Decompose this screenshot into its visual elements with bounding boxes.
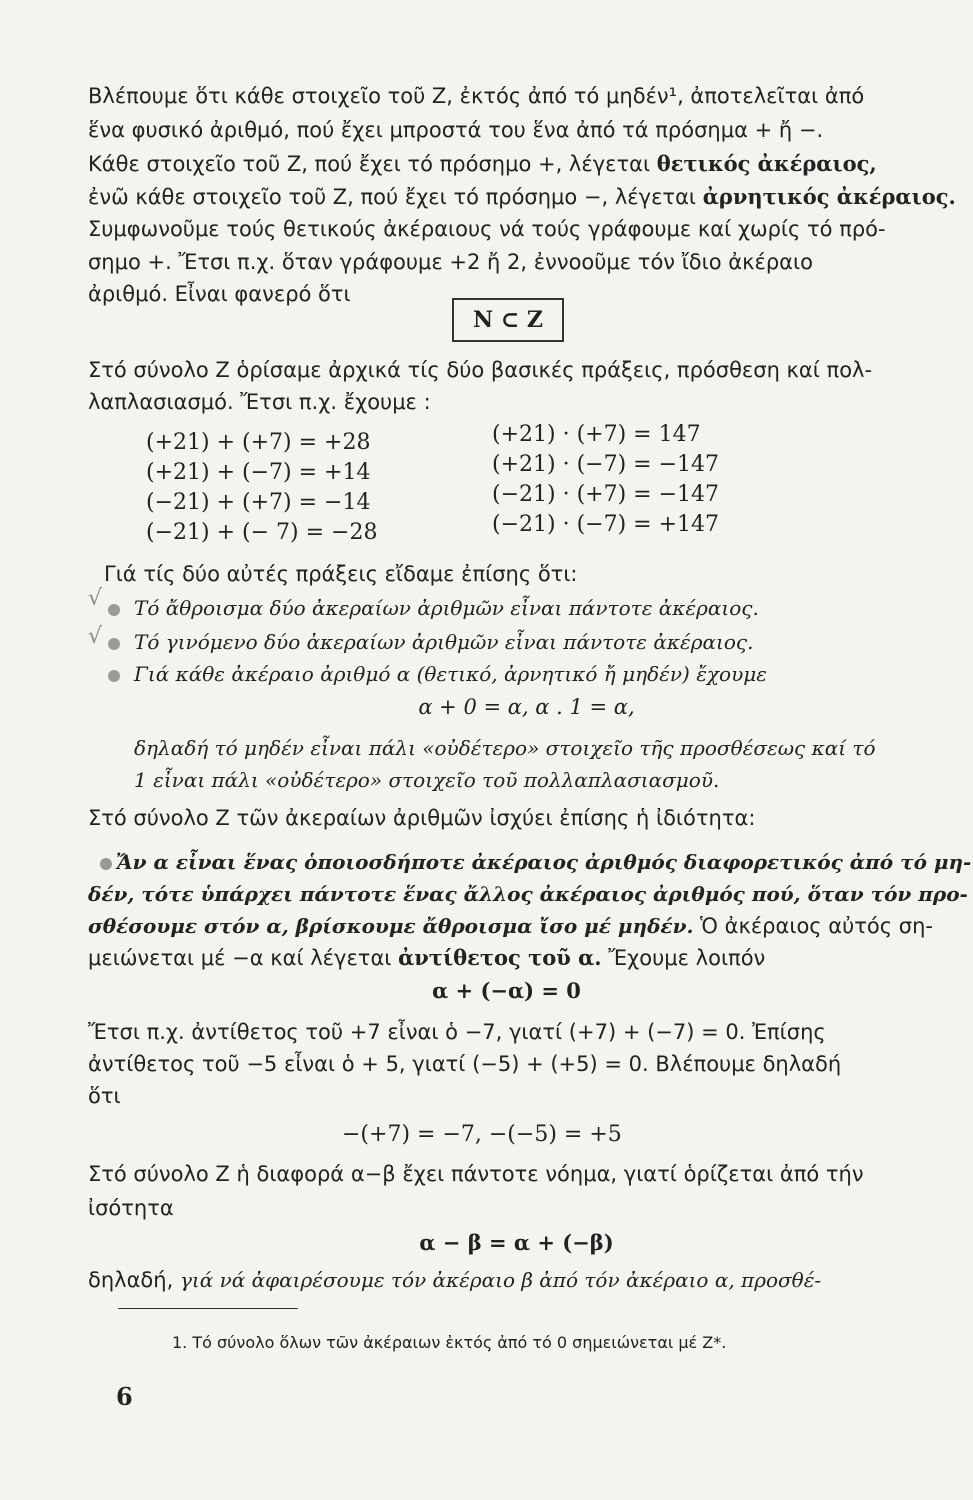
text-line — [88, 183, 956, 211]
text-line: ὅτι — [88, 1084, 121, 1108]
text-line — [88, 944, 900, 972]
check-mark-icon: √ — [88, 586, 103, 611]
term-positive-integer: θετικός ἀκέραιος, — [656, 151, 877, 176]
text-span: Ἔχουμε λοιπόν — [601, 946, 766, 970]
bullet-icon — [108, 638, 120, 650]
text-line: σημο +. Ἔτσι π.χ. ὅταν γράφουμε +2 ἤ 2, ἐννοοῦμε τόν ἴδιο ἀκέραιο — [88, 250, 813, 274]
sum-equation: (+21) + (+7) = +28 — [146, 430, 371, 455]
bullet-icon — [100, 858, 112, 870]
product-equation: (+21) · (+7) = 147 — [492, 422, 701, 447]
text-line — [88, 1266, 900, 1294]
text-line: Βλέπουμε ὅτι κάθε στοιχεῖο τοῦ Z, ἐκτός ἀπό τό μηδέν¹, ἀποτελεῖται ἀπό — [88, 84, 865, 108]
text-line: Στό σύνολο Z ὁρίσαμε ἀρχικά τίς δύο βασικές πράξεις, πρόσθεση καί πολ- — [88, 358, 873, 382]
text-span: Κάθε στοιχεῖο τοῦ Z, πού ἔχει τό πρόσημο +, λέγεται — [88, 152, 657, 176]
property-line: Ἄν α εἶναι ἕνας ὁποιοσδήποτε ἀκέραιος ἀριθμός διαφορετικός ἀπό τό μη- — [116, 850, 972, 874]
difference-equation: α − β = α + (−β) — [419, 1230, 614, 1255]
text-span: δηλαδή, — [88, 1268, 180, 1292]
opposite-equation: α + (−α) = 0 — [432, 978, 581, 1003]
text-line: ἀριθμό. Εἶναι φανερό ὅτι — [88, 282, 351, 306]
bullet-icon — [108, 604, 120, 616]
text-line: Συμφωνοῦμε τούς θετικούς ἀκέραιους νά τούς γράφουμε καί χωρίς τό πρό- — [88, 217, 886, 241]
text-span: σθέσουμε στόν α, βρίσκουμε ἄθροισμα ἴσο μέ μηδέν. — [88, 914, 694, 938]
product-equation: (−21) · (+7) = −147 — [492, 482, 720, 507]
property-line: 1 εἶναι πάλι «οὐδέτερο» στοιχεῖο τοῦ πολλαπλασιασμοῦ. — [134, 768, 720, 792]
property-line: δέν, τότε ὑπάρχει πάντοτε ἕνας ἄλλος ἀκέραιος ἀριθμός πού, ὅταν τόν προ- — [88, 882, 968, 906]
check-mark-icon: √ — [88, 624, 103, 649]
text-span: μειώνεται μέ −α καί λέγεται — [88, 946, 399, 970]
text-line: Στό σύνολο Z ἡ διαφορά α−β ἔχει πάντοτε νόημα, γιατί ὁρίζεται ἀπό τήν — [88, 1162, 864, 1186]
term-negative-integer: ἀρνητικός ἀκέραιος. — [702, 184, 956, 209]
text-span: ἐνῶ κάθε στοιχεῖο τοῦ Z, πού ἔχει τό πρόσημο −, λέγεται — [88, 185, 703, 209]
property-line: δηλαδή τό μηδέν εἶναι πάλι «οὐδέτερο» στοιχεῖο τῆς προσθέσεως καί τό — [134, 736, 876, 760]
text-line: Ἔτσι π.χ. ἀντίθετος τοῦ +7 εἶναι ὁ −7, γιατί (+7) + (−7) = 0. Ἐπίσης — [88, 1020, 826, 1044]
sum-equation: (+21) + (−7) = +14 — [146, 460, 371, 485]
footnote-divider — [118, 1308, 298, 1309]
identity-equation: α + 0 = α, α . 1 = α, — [418, 695, 635, 719]
text-span: Ὁ ἀκέραιος αὐτός ση- — [693, 914, 933, 938]
text-line — [88, 912, 933, 940]
product-equation: (+21) · (−7) = −147 — [492, 452, 720, 477]
product-equation: (−21) · (−7) = +147 — [492, 512, 720, 537]
property-line: Τό ἄθροισμα δύο ἀκεραίων ἀριθμῶν εἶναι πάντοτε ἀκέραιος. — [134, 596, 759, 620]
footnote: 1. Τό σύνολο ὅλων τῶν ἀκέραιων ἐκτός ἀπό τό 0 σημειώνεται μέ Z*. — [172, 1333, 727, 1352]
text-line: ἕνα φυσικό ἀριθμό, πού ἔχει μπροστά του ἕνα ἀπό τά πρόσημα + ἤ −. — [88, 118, 824, 142]
bullet-icon — [108, 670, 120, 682]
text-line — [88, 150, 900, 178]
page-number: 6 — [116, 1382, 133, 1411]
negation-equation: −(+7) = −7, −(−5) = +5 — [342, 1122, 622, 1147]
sum-equation: (−21) + (+7) = −14 — [146, 490, 371, 515]
sum-equation: (−21) + (− 7) = −28 — [146, 520, 378, 545]
text-line: λαπλασιασμό. Ἔτσι π.χ. ἔχουμε : — [88, 390, 431, 414]
subset-formula-box: N ⊂ Z — [452, 298, 564, 342]
property-line: Τό γινόμενο δύο ἀκεραίων ἀριθμῶν εἶναι πάντοτε ἀκέραιος. — [134, 630, 754, 654]
text-line: ἀντίθετος τοῦ −5 εἶναι ὁ + 5, γιατί (−5) + (+5) = 0. Βλέπουμε δηλαδή — [88, 1052, 842, 1076]
property-line: Γιά κάθε ἀκέραιο ἀριθμό α (θετικό, ἀρνητικό ἤ μηδέν) ἔχουμε — [134, 662, 767, 686]
text-span: γιά νά ἀφαιρέσουμε τόν ἀκέραιο β ἀπό τόν ἀκέραιο α, προσθέ- — [179, 1268, 822, 1292]
term-opposite: ἀντίθετος τοῦ α. — [398, 945, 602, 970]
text-line: ἰσότητα — [88, 1196, 174, 1220]
text-line: Στό σύνολο Z τῶν ἀκεραίων ἀριθμῶν ἰσχύει ἐπίσης ἡ ἰδιότητα: — [88, 806, 756, 830]
text-line: Γιά τίς δύο αὐτές πράξεις εἴδαμε ἐπίσης ὅτι: — [104, 562, 578, 586]
